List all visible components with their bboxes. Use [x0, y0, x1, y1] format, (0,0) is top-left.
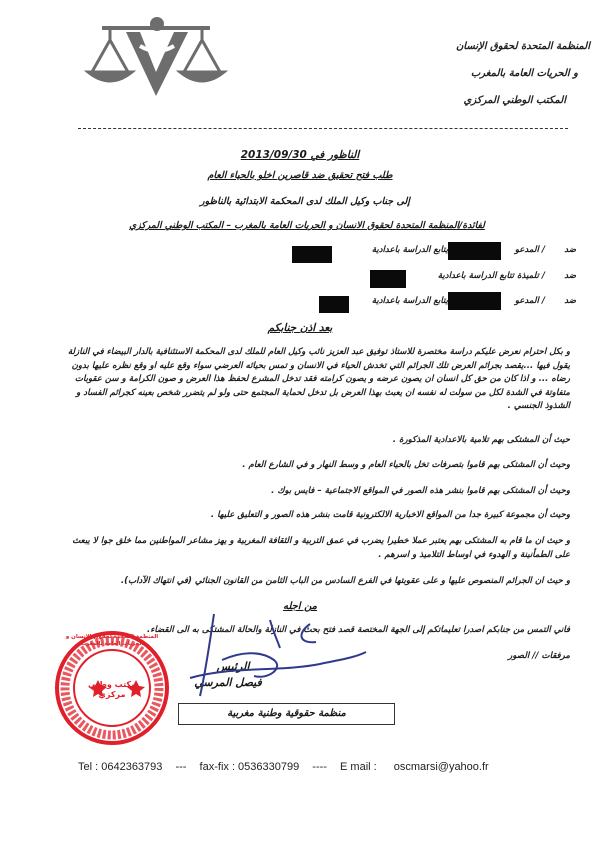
accused-text: / المدعو	[514, 245, 545, 255]
request-paragraph: فاني التمس من جنابكم اصدرا تعليماتكم إلى الجهة المختصة قصد فتح بحث في النازلة والحالة المشتكى به الى القضاء.	[147, 625, 570, 635]
redaction-box	[319, 296, 349, 313]
addressee-line: إلى جناب وكيل الملك لدى المحكمة الابتدائية بالناظور	[200, 196, 410, 207]
footer-email-label: E mail :	[340, 761, 377, 773]
official-stamp	[54, 630, 170, 746]
attachments-line: مرفقات // الصور	[508, 651, 570, 661]
accused-suffix: يتابع الدراسة باعدادية	[371, 245, 448, 255]
redaction-box	[370, 270, 406, 288]
org-box: منظمة حقوقية وطنية مغربية	[178, 703, 395, 725]
from-line: لفائدة/المنظمة المتحدة لحقوق الانسان و الحريات العامة بالمغرب – المكتب الوطني المركزي	[129, 220, 485, 231]
footer-email[interactable]: oscmarsi@yahoo.fr	[393, 761, 489, 773]
org-name-line2: و الحريات العامة بالمغرب	[470, 68, 578, 79]
scales-of-justice-icon	[80, 12, 230, 104]
subject-line: طلب فتح تحقيق ضد قاصرين اخلو بالحياء العام	[207, 170, 393, 181]
footer-sep: ----	[312, 761, 327, 773]
header-divider	[78, 128, 568, 129]
body-paragraph-3: وحيث أن المشتكى بهم قاموا بتصرفات تخل بالحياء العام و وسط النهار و في الشارع العام .	[242, 460, 570, 470]
handwritten-signature	[170, 600, 370, 710]
accused-prefix: ضد	[564, 245, 576, 255]
greeting: بعد اذن جنابكم	[267, 322, 333, 334]
accused-prefix: ضد	[564, 296, 576, 306]
org-name-line3: المكتب الوطني المركزي	[463, 95, 566, 106]
accused-suffix: يتابع الدراسة باعدادية	[371, 296, 448, 306]
therefore-heading: من اجله	[282, 601, 318, 612]
accused-text: / المدعو	[514, 296, 545, 306]
stamp-outer-text: المنظمة المتحدة لحقوق الانسان و الحريات العامة بالمغرب	[65, 634, 159, 647]
stamp-inner-text: مكتب وطني مركزي	[88, 680, 136, 699]
body-paragraph-4: وحيث أن المشتكى بهم قاموا بنشر هذه الصور في المواقع الاجتماعية – فايس بوك .	[271, 486, 570, 496]
body-paragraph-2: حيث أن المشتكى بهم تلامية بالاعدادية المذكورة .	[392, 435, 570, 445]
body-paragraph-5: وحيث أن مجموعة كبيرة جدا من المواقع الاخبارية الالكترونية قامت بنشر هذه الصور و التعليق عليها .	[210, 510, 570, 520]
body-paragraph-7: و حيث ان الجرائم المنصوص عليها و على عقوبتها في الفرع السادس من الباب الثامن من القانون الجنائي (في انتهاك الآداب).	[120, 576, 570, 586]
footer-fax: fax-fix : 0536330799	[199, 761, 300, 773]
body-paragraph-6: و حيث ان ما قام به المشتكى بهم يعتبر عملا خطيرا يضرب في عمق التربية و الثقافة المغربية و يهز مشاعر المواطنين مما خلق جوا لا يبعث على الطمأنينة و الهدوء في اوساط التلاميذ و اسرهم .	[72, 536, 570, 560]
org-name-line1: المنظمة المتحدة لحقوق الإنسان	[455, 41, 590, 52]
footer-tel: Tel : 0642363793	[78, 761, 163, 773]
redaction-box	[292, 246, 332, 263]
signature-title: الرئيس	[216, 660, 250, 673]
accused-text: / تلميذة تتابع الدراسة باعدادية	[437, 271, 545, 281]
footer-sep: ---	[175, 761, 187, 773]
footer-contact	[78, 761, 578, 773]
date-line: الناظور في 2013/09/30	[240, 149, 360, 161]
redaction-box	[448, 242, 501, 260]
signature-name: فيصل المرسي	[194, 676, 262, 689]
accused-prefix: ضد	[564, 271, 576, 281]
body-paragraph-1: و بكل احترام نعرض عليكم دراسة مختصرة للاستاذ توفيق عبد العزيز نائب وكيل العام للملك لدى المحكمة الاستئنافية بالدار البيضاء في النازلة يقول فيها ...يقصد بجرائم العرض تلك الجرائم التي تخدش الحياء في الانسان و تمس بحيائه العرضي سواء وقع عليه او وقع نظره عليها بدون رضاه ... و اذا كان من حق كل انسان ان يصون عرضه و يصون كرامته فقد تدخل المشرع لحفظ هذا العرض و صون الكرامة و سن عقوبات متفاوتة في الشدة لكل من سولت له نفسه ان يعبث بهذا العرض بل تدخل لحماية المجتمع حتى ولو لم يتضرر شخص بعينه كجرائم الفساد و الشذوذ الجنسي .	[67, 347, 570, 411]
redaction-box	[448, 292, 501, 310]
org-logo	[80, 12, 230, 104]
